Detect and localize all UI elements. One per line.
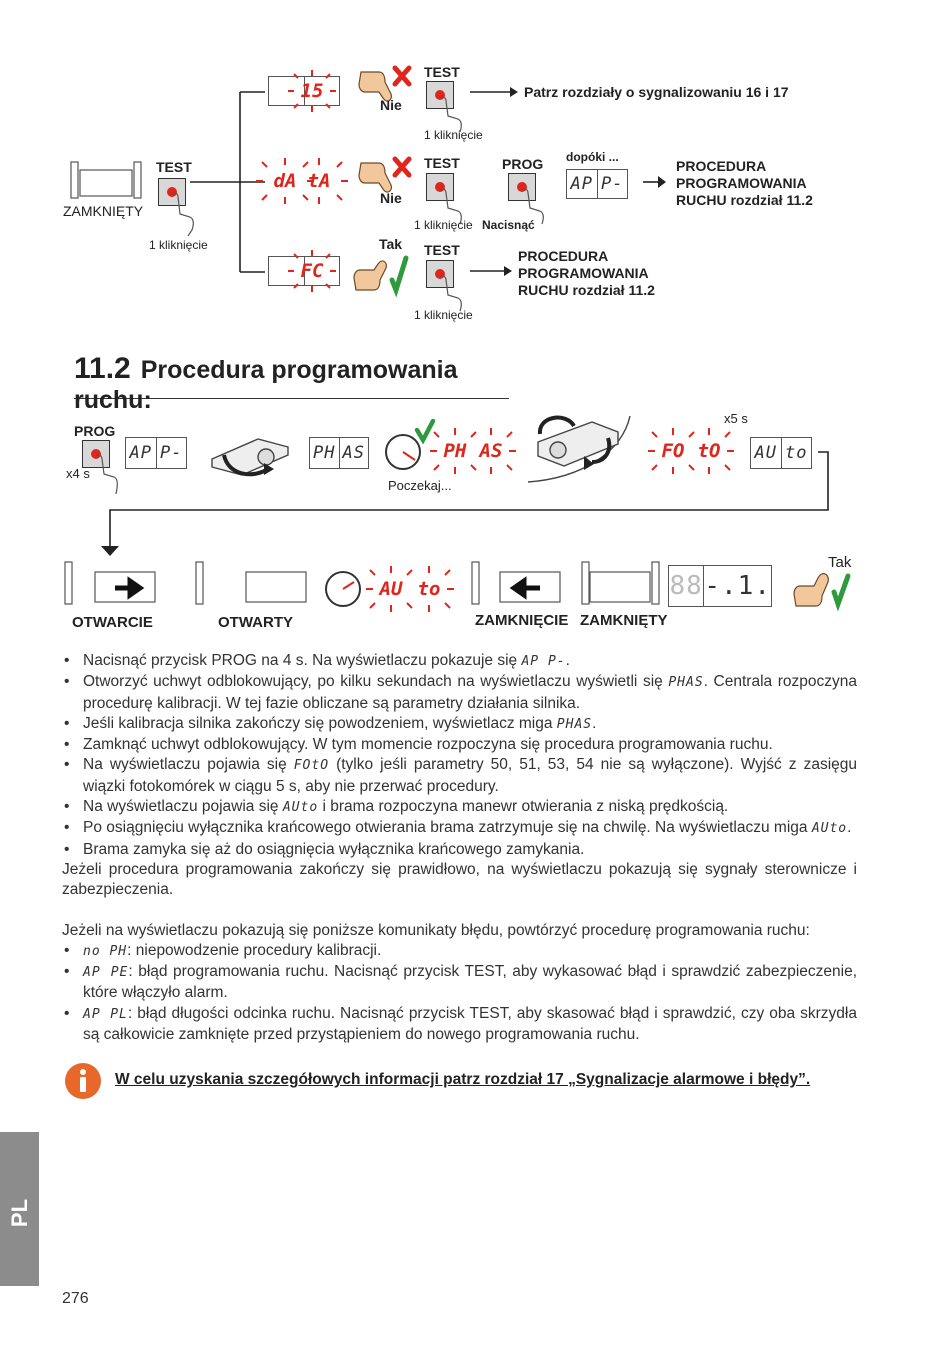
step-item: • Zamknąć uchwyt odblokowujący. W tym momencie rozpoczyna się procedura programowania ruchu. <box>62 735 857 755</box>
section-heading <box>74 352 509 414</box>
thumbs-up-icon <box>790 556 854 614</box>
flash-ta-text: tA <box>307 170 331 192</box>
step-item: • Brama zamyka się aż do osiągnięcia wyłącznika krańcowego zamykania. <box>62 840 857 860</box>
release-lever-close-icon <box>522 412 634 488</box>
procedure-text-1: PROCEDURA PROGRAMOWANIA RUCHU rozdział 11.2 <box>676 158 813 208</box>
yes-label: Tak <box>828 554 852 571</box>
section-title: Procedura programowania ruchu: <box>74 356 458 414</box>
flash-au-text: AU <box>379 578 403 600</box>
language-tab-label: PL <box>7 1198 32 1228</box>
step-item: • Jeśli kalibracja silnika zakończy się powodzeniem, wyświetlacz miga PHAS. <box>62 714 857 735</box>
flash-fc-text: FC <box>300 260 324 282</box>
step-item: • Na wyświetlaczu pojawia się FOtO (tylko jeśli parametry 50, 51, 53, 54 nie są wyłączone). Wyjść z zasięgu wiązki fotokomórek w ciągu 5 s, aby nie przerwać procedury. <box>62 755 857 797</box>
prog-label-row2: PROG <box>502 156 544 172</box>
step-item: • Po osiągnięciu wyłącznika krańcowego otwierania brama zatrzymuje się na chwilę. Na wyświetlaczu miga AUto. <box>62 818 857 839</box>
success-paragraph: Jeżeli procedura programowania zakończy się prawidłowo, na wyświetlaczu pokazują się sygnały sterownicze i zabezpieczenia. <box>62 860 857 899</box>
test-label-row2: TEST <box>424 155 460 171</box>
finger-press-icon <box>428 273 464 313</box>
error-intro: Jeżeli na wyświetlaczu pokazują się poniższe komunikaty błędu, powtórzyć procedurę programowania ruchu: <box>62 921 810 939</box>
closed-label: ZAMKNIĘTY <box>63 203 144 219</box>
display-digits-off: 88 <box>669 571 703 601</box>
test-label: TEST <box>156 159 192 175</box>
flash-da-text: dA <box>273 170 297 192</box>
flash-15-text: 15 <box>300 80 324 102</box>
error-item: • AP PL: błąd długości odcinka ruchu. Nacisnąć przycisk TEST, aby skasować błąd i sprawdzić, czy oba skrzydła są całkowicie zamknięte przed przystąpieniem do nowego programowania ruchu. <box>62 1004 857 1046</box>
section-number: 11.2 <box>74 352 131 385</box>
flash-fo-text: FO <box>661 440 685 462</box>
display-digits-on: -.1. <box>703 566 771 606</box>
flash-as-text: AS <box>479 440 503 462</box>
one-click-label: 1 kliknięcie <box>414 308 473 322</box>
one-click-label: 1 kliknięcie <box>414 218 473 232</box>
finger-press-icon <box>84 452 124 498</box>
page-number: 276 <box>62 1290 89 1307</box>
procedure-text-2: PROCEDURA PROGRAMOWANIA RUCHU rozdział 11.2 <box>518 248 655 298</box>
press-label: Nacisnąć <box>482 218 535 232</box>
step-item: • Nacisnąć przycisk PROG na 4 s. Na wyświetlaczu pokazuje się AP P-. <box>62 651 857 672</box>
release-lever-open-icon <box>208 425 290 481</box>
one-click-label: 1 kliknięcie <box>424 128 483 142</box>
flashing-display-15 <box>288 70 336 112</box>
instructions <box>62 651 857 1045</box>
prog-label: PROG <box>74 423 116 439</box>
flash-ph-text: PH <box>443 440 467 462</box>
error-item: • AP PE: błąd programowania ruchu. Nacisnąć przycisk TEST, aby wykasować błąd i sprawdzić zabezpieczenie, które włączyło alarm. <box>62 962 857 1004</box>
lcd-ap-p: AP P- <box>125 437 187 469</box>
flashing-display-ta <box>290 158 348 204</box>
flashing-display-to <box>684 428 734 474</box>
yes-label: Tak <box>379 236 403 252</box>
step-item: • Na wyświetlaczu pojawia się AUto i brama rozpoczyna manewr otwierania z niską prędkością. <box>62 797 857 818</box>
see-chapters-text: Patrz rozdziały o sygnalizowaniu 16 i 17 <box>524 84 789 100</box>
until-label: dopóki ... <box>566 150 619 164</box>
flash-to-text: tO <box>697 440 721 462</box>
clock-icon <box>322 568 364 610</box>
x5s-label: x5 s <box>724 411 748 426</box>
flash-to2-text: to <box>417 578 441 600</box>
x4s-label: x4 s <box>66 466 90 481</box>
flashing-display-fc <box>288 250 336 292</box>
lcd-ph-as: PH AS <box>309 437 369 469</box>
open-label: OTWARTY <box>218 614 293 631</box>
flashing-display-to2 <box>404 566 454 612</box>
closed-label-2: ZAMKNIĘTY <box>580 612 668 629</box>
flashing-display-as <box>466 428 516 474</box>
errors-list <box>62 941 857 1045</box>
lcd-au-to: AU to <box>750 437 812 469</box>
info-note: W celu uzyskania szczegółowych informacji patrz rozdział 17 „Sygnalizacje alarmowe i błędy”. <box>115 1071 811 1088</box>
test-label-row3: TEST <box>424 242 460 258</box>
closing-label: ZAMKNIĘCIE <box>475 612 569 629</box>
opening-label: OTWARCIE <box>72 614 153 631</box>
no-label-2: Nie <box>380 190 402 206</box>
lcd-ap-p: AP P- <box>566 169 628 199</box>
no-label-1: Nie <box>380 97 402 113</box>
step-item: • Otworzyć uchwyt odblokowujący, po kilku sekundach na wyświetlaczu wyświetli się PHAS. Centrala rozpoczyna procedurę kalibracji. W tej fazie obliczane są parametry działania silnika. <box>62 672 857 714</box>
wait-label: Poczekaj... <box>388 478 452 493</box>
lcd-signals-display <box>668 565 772 607</box>
info-icon <box>64 1062 102 1100</box>
test-label-row1: TEST <box>424 64 460 80</box>
thumbs-up-icon <box>350 250 410 298</box>
steps-list <box>62 651 857 860</box>
error-item: • no PH: niepowodzenie procedury kalibracji. <box>62 941 857 962</box>
finger-press-icon <box>160 190 196 236</box>
one-click-label: 1 kliknięcie <box>149 238 208 252</box>
